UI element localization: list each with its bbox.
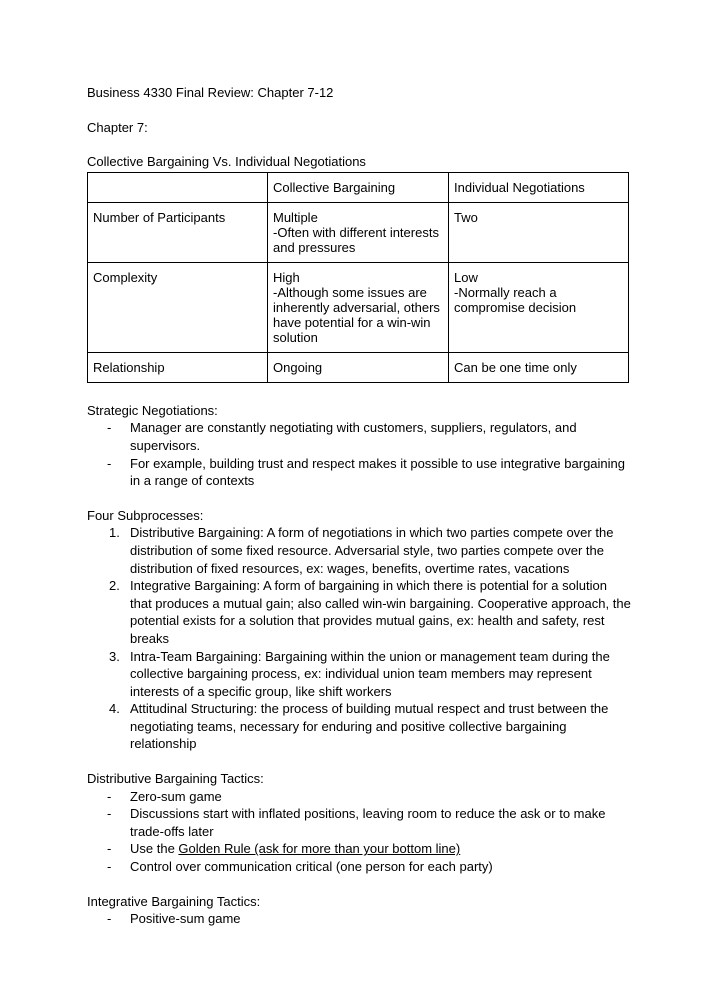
table-cell: Low -Normally reach a compromise decision (449, 262, 629, 352)
list-item-text: Positive-sum game (130, 911, 241, 927)
list-item-text: Discussions start with inflated positions, leaving room to reduce the ask or to make trade-offs later (130, 806, 606, 839)
table-row (88, 352, 629, 382)
list-marker: - (107, 420, 112, 436)
list-item (87, 910, 632, 928)
integrative-heading: Integrative Bargaining Tactics: (87, 893, 261, 909)
list-marker: - (107, 859, 112, 875)
table-header-cell (88, 172, 268, 202)
comparison-table (87, 172, 629, 383)
list-item (87, 524, 632, 577)
table-header-row (88, 172, 629, 202)
table-header-cell: Collective Bargaining (268, 172, 449, 202)
list-item-text: Intra-Team Bargaining: Bargaining within the union or management team during the collective bargaining process, ex: individual union team members may represent interests of a specific group, like shift workers (130, 648, 610, 699)
list-item-text: For example, building trust and respect makes it possible to use integrative bargaining in a range of contexts (130, 455, 625, 489)
distributive-list (87, 788, 632, 876)
list-item-text: Distributive Bargaining: A form of negotiations in which two parties compete over the distribution of some fixed resource. Adversarial style, two parties compete over the distribution of fixed resources, ex: wages, benefits, overtime rates, vacations (130, 525, 614, 576)
list-marker: - (107, 841, 112, 857)
table-caption: Collective Bargaining Vs. Individual Negotiations (87, 154, 366, 170)
list-marker: 1. (109, 525, 120, 541)
list-item-text: Manager are constantly negotiating with customers, suppliers, regulators, and supervisors. (130, 420, 577, 453)
list-marker: 2. (109, 578, 120, 594)
subprocesses-heading: Four Subprocesses: (87, 507, 204, 523)
table-cell: Relationship (88, 352, 268, 382)
list-item-text: Control over communication critical (one person for each party) (130, 859, 493, 875)
list-marker: - (107, 788, 112, 804)
list-item (87, 648, 632, 701)
table-cell: Can be one time only (449, 352, 629, 382)
list-marker: 4. (109, 701, 120, 717)
list-marker: - (107, 455, 112, 471)
golden-rule-link[interactable]: Golden Rule (ask for more than your bottom line) (178, 841, 461, 857)
list-marker: 3. (109, 648, 120, 664)
table-row (88, 262, 629, 352)
table-header-cell: Individual Negotiations (449, 172, 629, 202)
table-cell: Number of Participants (88, 202, 268, 262)
distributive-heading: Distributive Bargaining Tactics: (87, 771, 264, 787)
integrative-list (87, 910, 632, 928)
list-item-text: Attitudinal Structuring: the process of building mutual respect and trust between the negotiating teams, necessary for enduring and positive collective bargaining relationship (130, 701, 609, 752)
list-item (87, 858, 632, 876)
strategic-heading: Strategic Negotiations: (87, 402, 218, 418)
list-item (87, 577, 632, 647)
strategic-list (87, 419, 632, 489)
table-row (88, 202, 629, 262)
list-item (87, 455, 632, 490)
list-item (87, 840, 632, 858)
list-item (87, 419, 632, 454)
table-cell: Multiple -Often with different interests and pressures (268, 202, 449, 262)
document-page (87, 84, 632, 945)
chapter-heading: Chapter 7: (87, 119, 148, 135)
subprocesses-list (87, 524, 632, 753)
list-marker: - (107, 806, 112, 822)
table-cell: Complexity (88, 262, 268, 352)
list-item (87, 788, 632, 806)
table-cell: Ongoing (268, 352, 449, 382)
document-title: Business 4330 Final Review: Chapter 7-12 (87, 85, 334, 100)
table-cell: High -Although some issues are inherently adversarial, others have potential for a win-win solution (268, 262, 449, 352)
list-item-text: Use the (130, 841, 179, 857)
table-cell: Two (449, 202, 629, 262)
list-item (87, 805, 632, 840)
list-item-text: Zero-sum game (130, 788, 222, 804)
list-item (87, 700, 632, 753)
list-item-text: Integrative Bargaining: A form of bargaining in which there is potential for a solution that produces a mutual gain; also called win-win bargaining. Cooperative approach, the potential exists for a solution that provides mutual gains, ex: health and safety, rest breaks (130, 578, 631, 646)
list-marker: - (107, 911, 112, 927)
